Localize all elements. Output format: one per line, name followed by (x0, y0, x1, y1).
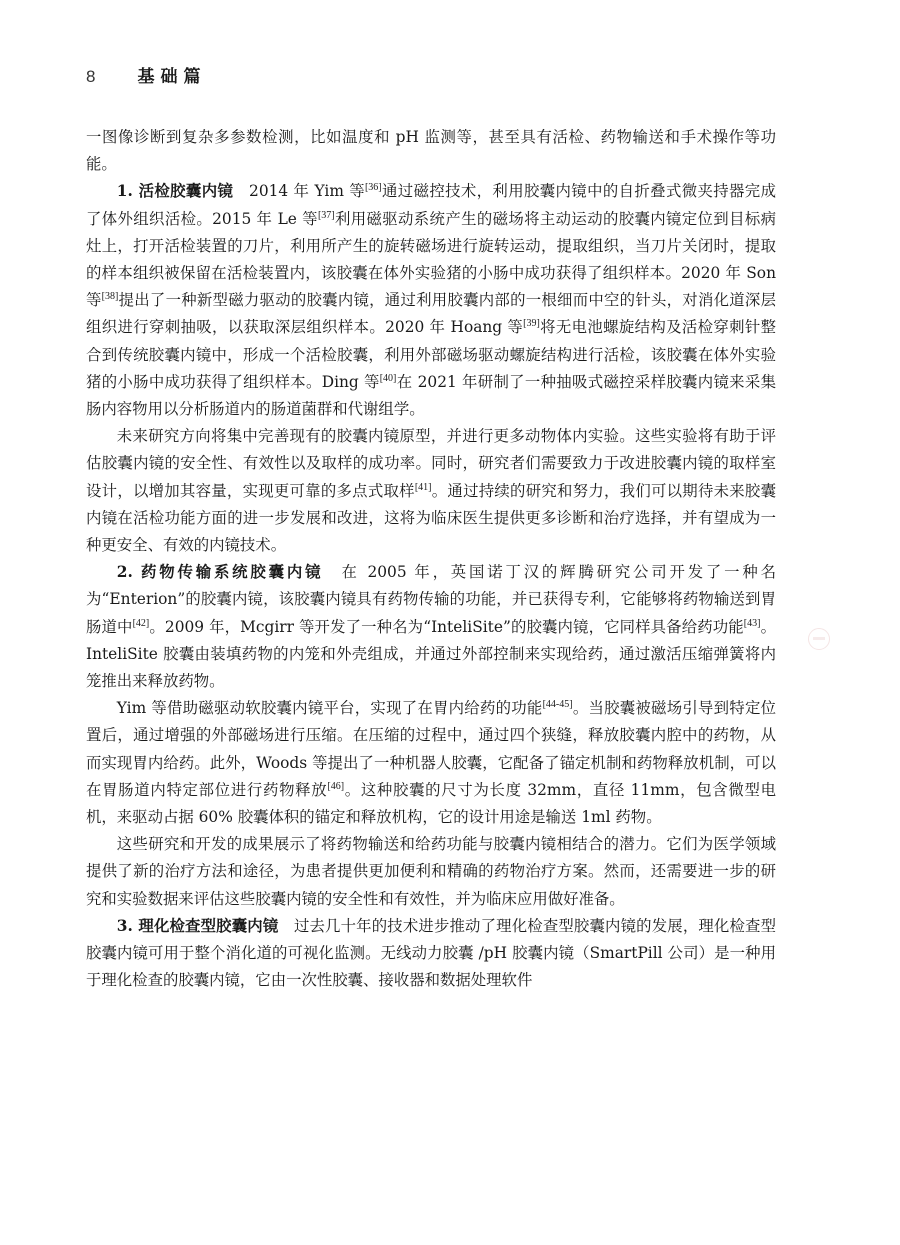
page-number: 8 (86, 67, 96, 86)
citation-ref: [40] (379, 372, 397, 384)
subsection-heading: 1. 活检胶囊内镜 (116, 182, 234, 201)
paragraph: 2. 药物传输系统胶囊内镜 在 2005 年，英国诺丁汉的辉腾研究公司开发了一种名为“Enterion”的胶囊内镜，该胶囊内镜具有药物传输的功能，并已获得专利，它能够将药物输送到胃肠道中[42]。2009 年，Mcgirr 等开发了一种名为“InteliSite”的胶囊内镜，它同样具备给药功能[43]。InteliSite 胶囊由装填药物的内笼和外壳组成，并通过外部控制来实现给药，通过激活压缩弹簧将内笼推出来释放药物。 (86, 563, 776, 691)
paragraph: 3. 理化检查型胶囊内镜 过去几十年的技术进步推动了理化检查型胶囊内镜的发展，理化检查型胶囊内镜可用于整个消化道的可视化监测。无线动力胶囊 /pH 胶囊内镜（SmartPill 公司）是一种用于理化检查的胶囊内镜，它由一次性胶囊、接收器和数据处理软件 (86, 916, 776, 990)
paragraph: 这些研究和开发的成果展示了将药物输送和给药功能与胶囊内镜相结合的潜力。它们为医学领域提供了新的治疗方法和途径，为患者提供更加便利和精确的药物治疗方案。然而，还需要进一步的研究和实验数据来评估这些胶囊内镜的安全性和有效性，并为临床应用做好准备。 (86, 835, 776, 908)
citation-ref: [41] (414, 481, 432, 493)
running-header (86, 62, 206, 87)
body-text (86, 124, 776, 995)
citation-ref: [38] (101, 291, 119, 303)
library-stamp-icon (808, 628, 830, 650)
paragraph: 1. 活检胶囊内镜 2014 年 Yim 等[36]通过磁控技术，利用胶囊内镜中的自折叠式微夹持器完成了体外组织活检。2015 年 Le 等[37]利用磁驱动系统产生的磁场将主动运动的胶囊内镜定位到目标病灶上，打开活检装置的刀片，利用所产生的旋转磁场进行旋转运动，提取组织，当刀片关闭时，提取的样本组织被保留在活检装置内，该胶囊在体外实验猪的小肠中成功获得了组织样本。2020 年 Son 等[38]提出了一种新型磁力驱动的胶囊内镜，通过利用胶囊内部的一根细而中空的针头，对消化道深层组织进行穿刺抽吸，以获取深层组织样本。2020 年 Hoang 等[39]将无电池螺旋结构及活检穿刺针整合到传统胶囊内镜中，形成一个活检胶囊，利用外部磁场驱动螺旋结构进行活检，该胶囊在体外实验猪的小肠中成功获得了组织样本。Ding 等[40]在 2021 年研制了一种抽吸式磁控采样胶囊内镜来采集肠内容物用以分析肠道内的肠道菌群和代谢组学。 (86, 182, 777, 419)
paragraph: 一图像诊断到复杂多参数检测，比如温度和 pH 监测等，甚至具有活检、药物输送和手术操作等功能。 (86, 128, 776, 174)
citation-ref: [37] (317, 209, 335, 221)
citation-ref: [36] (364, 182, 382, 194)
citation-ref: [44-45] (542, 699, 573, 711)
subsection-heading: 3. 理化检查型胶囊内镜 (116, 916, 279, 935)
subsection-heading: 2. 药物传输系统胶囊内镜 (116, 563, 324, 582)
paragraph: 未来研究方向将集中完善现有的胶囊内镜原型，并进行更多动物体内实验。这些实验将有助于评估胶囊内镜的安全性、有效性以及取样的成功率。同时，研究者们需要致力于改进胶囊内镜的取样室设计，以增加其容量，实现更可靠的多点式取样[41]。通过持续的研究和努力，我们可以期待未来胶囊内镜在活检功能方面的进一步发展和改进，这将为临床医生提供更多诊断和治疗选择，并有望成为一种更安全、有效的内镜技术。 (86, 427, 776, 555)
citation-ref: [42] (132, 617, 150, 629)
paragraph: Yim 等借助磁驱动软胶囊内镜平台，实现了在胃内给药的功能[44-45]。当胶囊被磁场引导到特定位置后，通过增强的外部磁场进行压缩。在压缩的过程中，通过四个狭缝，释放胶囊内腔中的药物，从而实现胃内给药。此外，Woods 等提出了一种机器人胶囊，它配备了锚定机制和药物释放机制，可以在胃肠道内特定部位进行药物释放[46]。这种胶囊的尺寸为长度 32mm，直径 11mm，包含微型电机，来驱动占据 60% 胶囊体积的锚定和释放机构，它的设计用途是输送 1ml 药物。 (86, 699, 776, 827)
citation-ref: [39] (523, 318, 540, 330)
citation-ref: [46] (327, 780, 345, 792)
section-title: 基础篇 (137, 67, 207, 87)
citation-ref: [43] (743, 617, 761, 629)
